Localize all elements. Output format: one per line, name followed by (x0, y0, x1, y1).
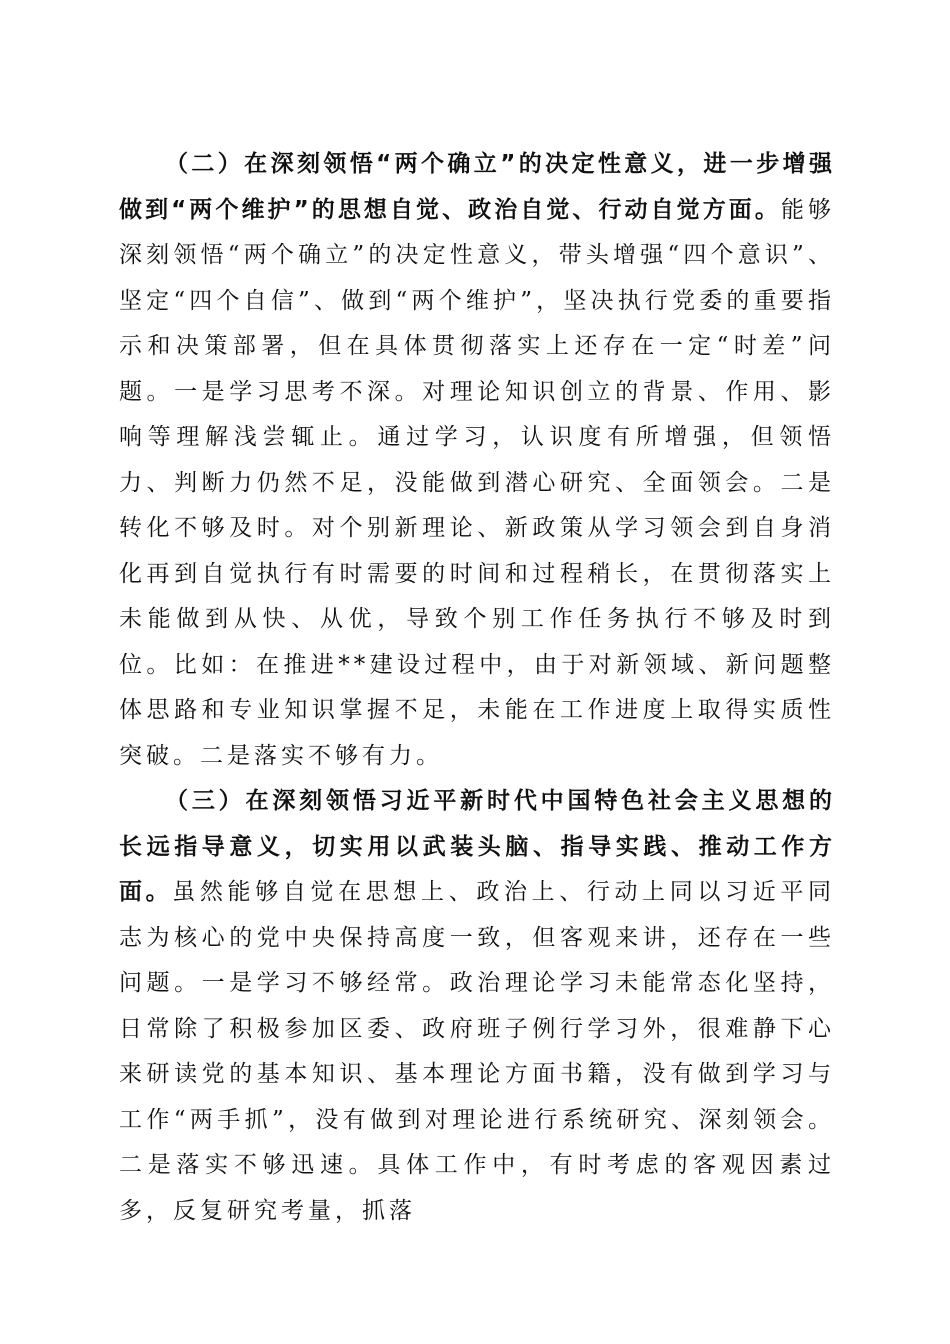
section-3-body: 虽然能够自觉在思想上、政治上、行动上同以习近平同志为核心的党中央保持高度一致，但客观来讲，还存在一些问题。一是学习不够经常。政治理论学习未能常态化坚持，日常除了积极参加区委、政府班子例行学习外，很难静下心来研读党的基本知识、基本理论方面书籍，没有做到学习与工作“两手抓”，没有做到对理论进行系统研究、深刻领会。二是落实不够迅速。具体工作中，有时考虑的客观因素过多，反复研究考量，抓落 (119, 879, 836, 1224)
paragraph-section-3 (119, 779, 835, 1234)
paragraph-section-2 (119, 142, 835, 779)
section-3-heading: （三）在深刻领悟习近平新时代中国特色社会主义思想的长远指导意义，切实用以武装头脑、指导实践、推动工作方面。 (119, 788, 835, 905)
section-2-heading: （二）在深刻领悟“两个确立”的决定性意义，进一步增强做到“两个维护”的思想自觉、政治自觉、行动自觉方面。 (119, 151, 835, 223)
section-2-body: 能够深刻领悟“两个确立”的决定性意义，带头增强“四个意识”、坚定“四个自信”、做到“两个维护”，坚决执行党委的重要指示和决策部署，但在具体贯彻落实上还存在一定“时差”问题。一是学习思考不深。对理论知识创立的背景、作用、影响等理解浅尝辄止。通过学习，认识度有所增强，但领悟力、判断力仍然不足，没能做到潜心研究、全面领会。二是转化不够及时。对个别新理论、新政策从学习领会到自身消化再到自觉执行有时需要的时间和过程稍长，在贯彻落实上未能做到从快、从优，导致个别工作任务执行不够及时到位。比如：在推进**建设过程中，由于对新领域、新问题整体思路和专业知识掌握不足，未能在工作进度上取得实质性突破。二是落实不够有力。 (119, 196, 836, 769)
document-body (119, 142, 835, 1234)
